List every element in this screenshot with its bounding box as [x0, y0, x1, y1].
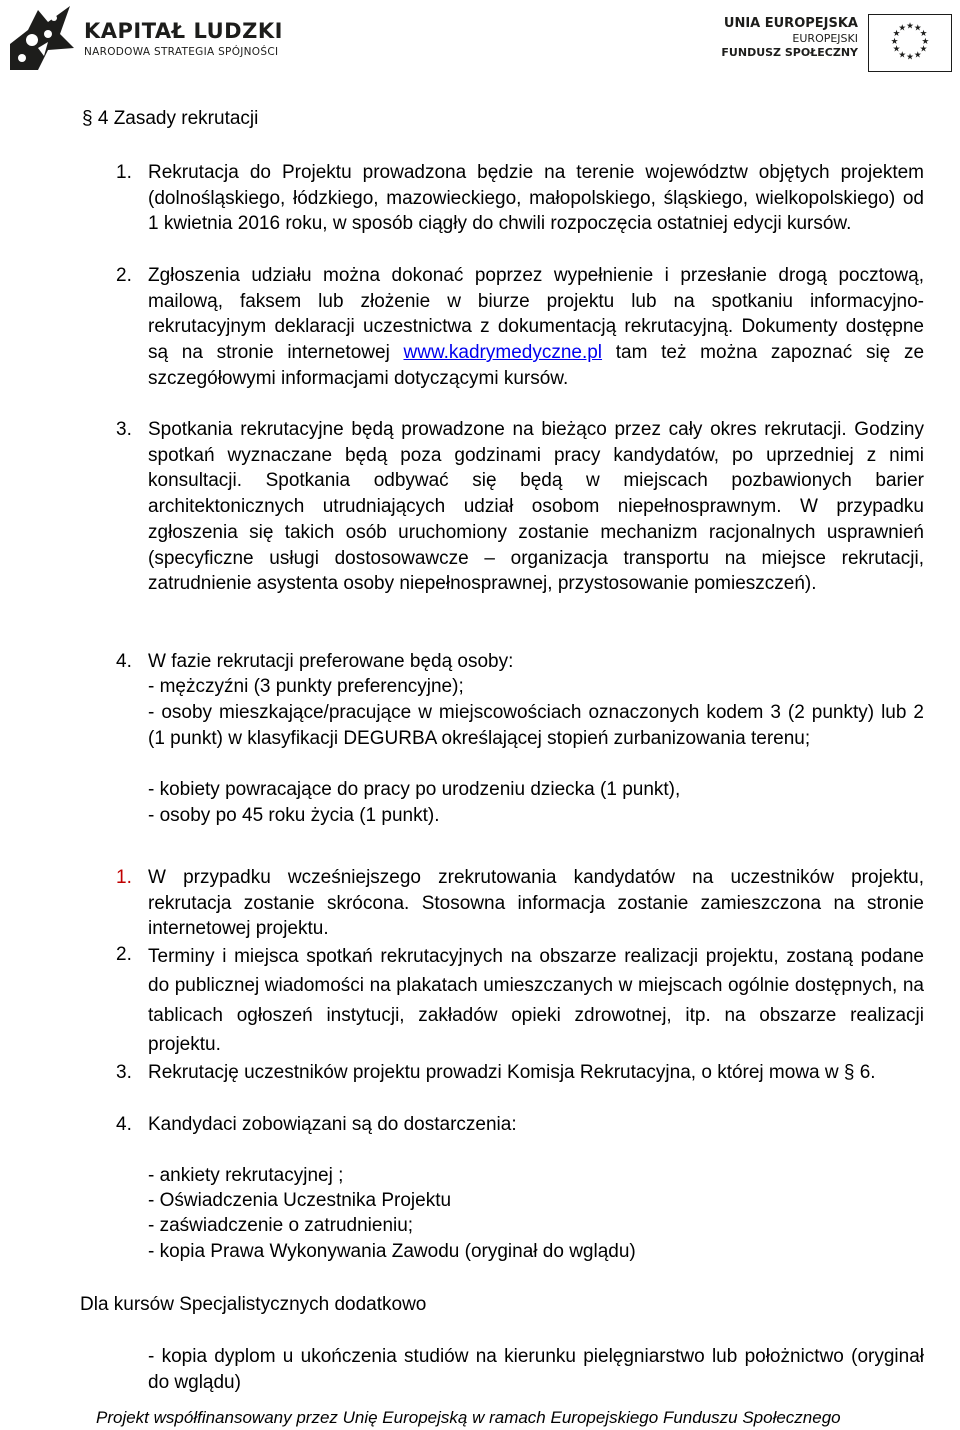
list2-number-3: 3.: [116, 1062, 132, 1083]
list2-item-1: W przypadku wcześniejszego zrekrutowania kandydatów na uczestników projektu, rekrutacja zostanie skrócona. Stosowna informacja zostanie zamieszczona na stronie internetowej projektu.: [148, 867, 924, 940]
list2-item-2: Terminy i miejsca spotkań rekrutacyjnych na obszarze realizacji projektu, zostaną podane do publicznej wiadomości na plakatach umieszczanych w miejscach ogólnie dostępnych, na tablicach ogłoszeń instytucji, zakładów opieki zdrowotnej, itp. na obszarze realizacji projektu.: [148, 946, 924, 1055]
svg-text:★: ★: [892, 44, 901, 55]
list1-item-4-intro: W fazie rekrutacji preferowane będą osoby:: [148, 651, 514, 672]
svg-text:★: ★: [906, 52, 914, 63]
eu-logo-line2: EUROPEJSKI: [792, 32, 858, 45]
kapital-ludzki-subtitle: NARODOWA STRATEGIA SPÓJNOŚCI: [84, 45, 279, 58]
document-item-4: - kopia Prawa Wykonywania Zawodu (oryginał do wglądu): [148, 1241, 636, 1262]
list1-number-4: 4.: [116, 651, 132, 672]
list1-item-2-text-after: tam też można zapoznać się ze szczegółowymi informacjami dotyczącymi kursów.: [148, 342, 925, 389]
svg-text:★: ★: [913, 23, 922, 34]
svg-text:★: ★: [906, 21, 914, 32]
list1-item-2: [148, 263, 924, 392]
list1-number-2: 2.: [116, 265, 132, 286]
list2-item-3: Rekrutację uczestników projektu prowadzi Komisja Rekrutacyjna, o której mowa w § 6.: [148, 1062, 876, 1083]
svg-text:★: ★: [890, 36, 899, 47]
svg-text:★: ★: [892, 29, 901, 40]
list2-item-4: Kandydaci zobowiązani są do dostarczenia:: [148, 1114, 517, 1135]
eu-logo-line3: FUNDUSZ SPOŁECZNY: [721, 46, 858, 59]
list1-number-3: 3.: [116, 419, 132, 440]
list1-item-1: Rekrutacja do Projektu prowadzona będzie na terenie województw objętych projektem (dolnośląskiego, łódzkiego, mazowieckiego, małopolskiego, śląskiego, wielkopolskiego) od 1 kwietnia 2016 roku, w sposób ciągły do chwili rozpoczęcia ostatniej edycji kursów.: [148, 162, 924, 235]
website-link[interactable]: www.kadrymedyczne.pl: [403, 342, 603, 364]
eu-fund-logo: [721, 14, 952, 72]
section-title: § 4 Zasady rekrutacji: [82, 108, 259, 129]
list1-number-1: 1.: [116, 162, 132, 183]
list2-number-4: 4.: [116, 1114, 132, 1135]
svg-text:★: ★: [919, 29, 928, 40]
list1-item-4-bullet-3: - kobiety powracające do pracy po urodzeniu dziecka (1 punkt),: [148, 779, 681, 800]
page-header: [0, 0, 960, 78]
eu-logo-line1: UNIA EUROPEJSKA: [723, 16, 858, 31]
list1-item-2-text: Zgłoszenia udziału można dokonać poprzez wypełnienie i przesłanie drogą pocztową, mailową, faksem lub złożenie w biurze projektu lub na spotkaniu informacyjno-rekrutacyjnym deklaracji uczestnictwa z dokumentacją rekrutacyjną. Dokumenty dostępne są na stronie internetowej: [148, 265, 924, 364]
list2-number-2: 2.: [116, 944, 132, 965]
page-footer: Projekt współfinansowany przez Unię Europejską w ramach Europejskiego Funduszu Społecznego: [96, 1408, 841, 1427]
svg-text:★: ★: [919, 44, 928, 55]
list2-number-1: 1.: [116, 867, 132, 888]
kapital-ludzki-emblem-icon: [8, 4, 76, 72]
kapital-ludzki-title: KAPITAŁ LUDZKI: [84, 18, 283, 43]
specialist-item: - kopia dyplom u ukończenia studiów na kierunku pielęgniarstwo lub położnictwo (oryginał do wglądu): [148, 1346, 924, 1393]
kapital-ludzki-logo: [8, 4, 283, 72]
svg-text:★: ★: [913, 50, 922, 61]
svg-text:★: ★: [921, 36, 930, 47]
list1-item-4-bullet-1: - mężczyźni (3 punkty preferencyjne);: [148, 676, 464, 697]
svg-text:★: ★: [898, 50, 907, 61]
list1-item-4-bullet-4: - osoby po 45 roku życia (1 punkt).: [148, 805, 440, 826]
list1-item-4-bullet-2: - osoby mieszkające/pracujące w miejscowościach oznaczonych kodem 3 (2 punkty) lub 2 (1 punkt) w klasyfikacji DEGURBA określającej stopień zurbanizowania terenu;: [148, 702, 924, 749]
document-item-2: - Oświadczenia Uczestnika Projektu: [148, 1190, 452, 1211]
specialist-heading: Dla kursów Specjalistycznych dodatkowo: [80, 1294, 427, 1315]
svg-text:★: ★: [898, 23, 907, 34]
eu-flag-stars-icon: [868, 14, 952, 72]
document-item-3: - zaświadczenie o zatrudnieniu;: [148, 1215, 414, 1236]
document-item-1: - ankiety rekrutacyjnej ;: [148, 1165, 344, 1186]
list1-item-3: Spotkania rekrutacyjne będą prowadzone na bieżąco przez cały okres rekrutacji. Godziny spotkań wyznaczane będą poza godzinami pracy kandydatów, po uprzedniej z nimi konsultacji. Spotkania odbywać się będą w miejscach pozbawionych barier architektonicznych utrudniających udział osobom niepełnosprawnym. W przypadku zgłoszenia się takich osób uruchomiony zostanie mechanizm racjonalnych usprawnień (specyficzne usługi dostosowawcze – organizacja transportu na miejsce rekrutacji, zatrudnienie asystenta osoby niepełnosprawnej, przystosowanie pomieszczeń).: [148, 419, 924, 595]
